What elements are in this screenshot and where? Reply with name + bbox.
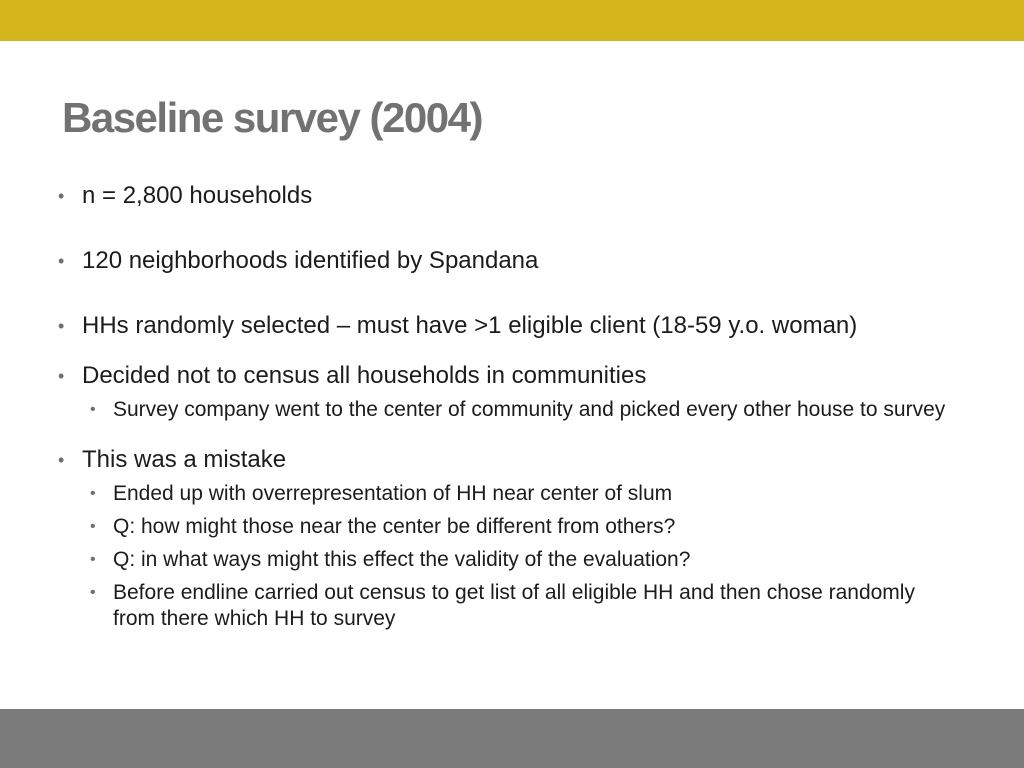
bullet-text: n = 2,800 households <box>82 182 313 209</box>
sub-bullet-item <box>82 580 958 632</box>
sub-bullet-text: Survey company went to the center of community and picked every other house to survey <box>113 398 946 421</box>
bullet-item <box>58 246 958 276</box>
sub-bullet-text: Q: how might those near the center be different from others? <box>113 515 676 538</box>
bullet-dot-icon: • <box>58 316 65 336</box>
top-accent-bar <box>0 0 1024 41</box>
bullet-dot-icon: • <box>58 450 65 470</box>
bullet-text: Decided not to census all households in communities <box>82 362 647 389</box>
bullet-dot-icon: • <box>90 584 96 601</box>
sub-bullet-list <box>82 481 958 632</box>
bullet-dot-icon: • <box>90 401 96 418</box>
bullet-text: HHs randomly selected – must have >1 eligible client (18-59 y.o. woman) <box>82 312 858 339</box>
bullet-list <box>58 181 958 632</box>
bullet-item <box>58 445 958 632</box>
sub-bullet-item <box>82 547 958 573</box>
bottom-footer-bar <box>0 709 1024 768</box>
sub-bullet-item <box>82 481 958 507</box>
bullet-item <box>58 361 958 423</box>
bullet-dot-icon: • <box>90 518 96 535</box>
sub-bullet-text: Before endline carried out census to get list of all eligible HH and then chose randomly from there which HH to survey <box>113 581 915 630</box>
bullet-text: 120 neighborhoods identified by Spandana <box>82 247 539 274</box>
bullet-text: This was a mistake <box>82 446 287 473</box>
sub-bullet-item <box>82 397 958 423</box>
bullet-item <box>58 181 958 211</box>
slide-title: Baseline survey (2004) <box>62 94 482 141</box>
sub-bullet-text: Q: in what ways might this effect the validity of the evaluation? <box>113 548 691 571</box>
sub-bullet-list <box>82 397 958 423</box>
bullet-dot-icon: • <box>90 551 96 568</box>
bullet-dot-icon: • <box>58 186 65 206</box>
sub-bullet-text: Ended up with overrepresentation of HH near center of slum <box>113 482 673 505</box>
bullet-dot-icon: • <box>90 485 96 502</box>
sub-bullet-item <box>82 514 958 540</box>
bullet-dot-icon: • <box>58 366 65 386</box>
bullet-dot-icon: • <box>58 251 65 271</box>
bullet-item <box>58 311 958 341</box>
